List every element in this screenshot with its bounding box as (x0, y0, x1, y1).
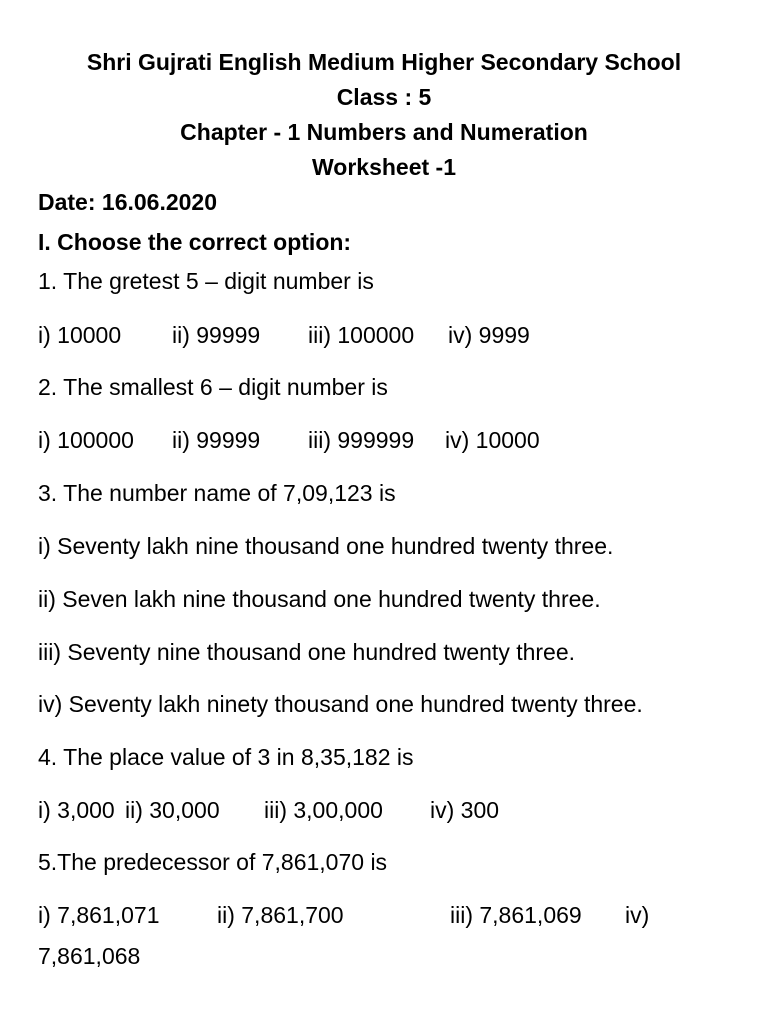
question-5-option-1: i) 7,861,071 (38, 902, 160, 928)
question-5-option-2: ii) 7,861,700 (217, 902, 344, 928)
question-3-text: 3. The number name of 7,09,123 is (38, 480, 396, 506)
chapter-title: Chapter - 1 Numbers and Numeration (180, 119, 588, 145)
section-heading: I. Choose the correct option: (38, 229, 352, 255)
question-1-option-4: iv) 9999 (448, 322, 530, 348)
class-label: Class : 5 (336, 84, 432, 110)
question-3-option-2: ii) Seven lakh nine thousand one hundred twenty three. (38, 586, 601, 612)
question-5-option-4-value: 7,861,068 (38, 943, 141, 969)
question-2-option-3: iii) 999999 (308, 427, 415, 453)
question-4-option-2: ii) 30,000 (125, 797, 220, 823)
question-2-option-2: ii) 99999 (172, 427, 261, 453)
question-1-text: 1. The gretest 5 – digit number is (38, 268, 374, 294)
question-3-option-4: iv) Seventy lakh ninety thousand one hundred twenty three. (38, 691, 643, 717)
question-2-option-4: iv) 10000 (445, 427, 540, 453)
question-4-text: 4. The place value of 3 in 8,35,182 is (38, 744, 414, 770)
school-name: Shri Gujrati English Medium Higher Secondary School (86, 49, 682, 75)
question-3-option-3: iii) Seventy nine thousand one hundred twenty three. (38, 639, 576, 665)
question-1-option-2: ii) 99999 (172, 322, 261, 348)
question-4-option-1: i) 3,000 (38, 797, 115, 823)
question-1-option-1: i) 10000 (38, 322, 122, 348)
question-5-option-3: iii) 7,861,069 (450, 902, 582, 928)
question-4-option-3: iii) 3,00,000 (264, 797, 383, 823)
question-5-option-4-label: iv) (625, 902, 650, 928)
worksheet-date: Date: 16.06.2020 (38, 189, 218, 215)
question-5-text: 5.The predecessor of 7,861,070 is (38, 849, 388, 875)
question-4-option-4: iv) 300 (430, 797, 500, 823)
question-3-option-1: i) Seventy lakh nine thousand one hundred twenty three. (38, 533, 614, 559)
question-2-option-1: i) 100000 (38, 427, 134, 453)
worksheet-title: Worksheet -1 (311, 154, 456, 180)
question-1-option-3: iii) 100000 (308, 322, 415, 348)
question-2-text: 2. The smallest 6 – digit number is (38, 374, 388, 400)
